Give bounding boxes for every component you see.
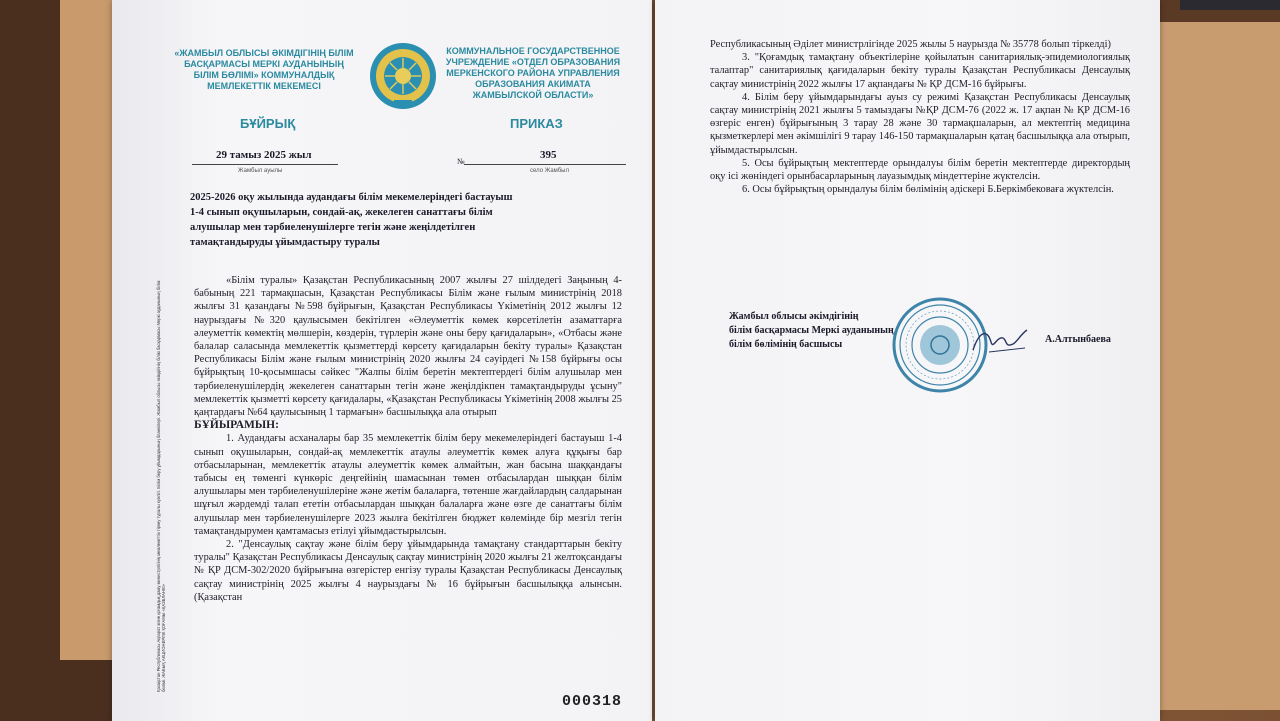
handwritten-signature-icon (969, 322, 1029, 358)
header-kazakh: «ЖАМБЫЛ ОБЛЫСЫ ӘКІМДІГІНІҢ БІЛІМ БАСҚАРМАСЫ МЕРКІ АУДАНЫНЫҢ БІЛІМ БӨЛІМІ» КОММУНАЛДЫҚ МЕМЛЕКЕТТІК МЕКЕМЕСІ (174, 48, 354, 91)
order-date: 29 тамыз 2025 жыл (216, 149, 312, 161)
signature-title-line-3: білім бөлімінің басшысы (729, 339, 843, 350)
order-item-1: 1. Аудандағы асханалары бар 35 мемлекеттік білім беру мекемелеріндегі бастауыш 1-4 сынып оқушыларын, сондай-ақ мемлекеттік атаулы әлеуметтік көмек алуға құқығы бар отбасыларынан, мемлекеттік атаулы әлеуметтік көмек алмайтын, жан басына шаққандағы табысы ең төменгі күнкөріс деңгейінің шамасынан төмен отбасылардан шыққан білім алушылары мен тәрбиеленушілеріне және жетім балаларға, төтенше жағдайлардың салдарынан шұғыл жәрдемді талап ететін отбасылардан шыққан балаларға және өзге де санаттағы білім алушылар мен тәрбиеленушілерге 2023 жылға бекітілген бюджет көлемінде бір мезгіл тегін тамақтандырумен қамтамасыз етілуі ұйымдастырылсын. (194, 433, 622, 537)
form-serial-number: 000318 (562, 693, 623, 710)
order-item-4: 4. Білім беру ұйымдарындағы ауыз су режимі Қазақстан Республикасы Денсаулық сақтау министрінің 2021 жылғы 5 тамыздағы №ҚР ДСМ-76 (2022 ж. 17 ақпан № ҚР ДСМ-16 өзгеріс енген) бұйрығының 3 тарау 28 және 30 тармақшаларын, ал мектептің медицина қызметкерлері мен әкімшілігі 9 тарау 146-150 тармақшаларын қатаң басшылыққа ала отырып, ұйымдастырылсын. (710, 91, 1130, 156)
document-page-left (112, 0, 652, 721)
order-word: БҰЙЫРАМЫН: (194, 419, 279, 432)
place-russian: село Жамбыл (530, 168, 569, 174)
signature-title-line-1: Жамбыл облысы әкімдігінің (729, 311, 859, 322)
side-print-text: Қазақстан Республикасы Ақпарат және қоғамдық даму министрлігінің мемлекеттік тіркеу туралы куәлігі. Білім беру ұйымдарының бланкілері. Жамбыл облысы әкімдігінің білім басқармасы Меркі ауданының білім бөлімі. ЖАБЫҚ АКЦИОНЕРЛІК ҚОҒАМЫ «ҚАЗБЛАНКІ» (156, 280, 166, 692)
order-item-2: 2. "Денсаулық сақтау және білім беру ұйымдарында тамақтану стандарттарын бекіту туралы" Қазақстан Республикасы Денсаулық сақтау министрінің 2020 жылғы 21 желтоқсандағы № ҚР ДСМ-302/2020 бұйрығына өзгерістер енгізу туралы Қазақстан Республикасы Денсаулық сақтау министрінің 2025 жылғы 4 наурыздағы № 16 бұйрығын басшылыққа алынсын. (Қазақстан (194, 539, 622, 603)
state-emblem-icon (368, 40, 438, 112)
preamble-paragraph: «Білім туралы» Қазақстан Республикасының 2007 жылғы 27 шілдедегі Заңының 4-бабының 221 тармақшасын, Қазақстан Республикасы Білім және ғылым министрінің 2018 жылғы 31 қазандағы №598 бұйрығын, Қазақстан Республикасы Үкіметінің 2012 жылғы 12 наурыздағы №320 қаулысымен бекітілген «Әлеуметтік көмек көрсетілетін азаматтарға әлеуметтік көмектің мөлшерін, көздерін, түрлерін және оны беру қағидаларын», «Отбасы және балалар саласында мемлекеттік қызметтерді көрсету қағидаларын бекіту туралы» Қазақстан Республикасы Білім және ғылым министрінің 2020 жылғы 24 сәуірдегі №158 бұйрығы осы бұйрықтың 10-қосымшасы сәйкес "Жалпы білім беретін мектептердегі білім алушылар мен тәрбиеленушілердің жекелеген санаттарын тегін және жеңілдікпен тамақтандыруды ұсыну" мемлекеттік қызметті көрсету қағидалары, «Қазақстан Республикасы Үкіметінің 2008 жылғы 25 қаңтардағы №64 қаулысының 1 тармағын» басшылыққа ала отырып (194, 275, 622, 419)
order-item-3: 3. "Қоғамдық тамақтану объектілеріне қойылатын санитариялық-эпидемиологиялық талаптар" санитариялық қағидаларын бекіту туралы Қазақстан Республикасы Денсаулық сақтау министрінің 2022 жылғы 17 ақпандағы № ҚР ДСМ-16 бұйрығы. (710, 52, 1130, 90)
order-title-russian: ПРИКАЗ (510, 116, 563, 131)
number-underline (464, 164, 626, 165)
place-kazakh: Жамбыл ауылы (238, 168, 283, 174)
order-item-5: 5. Осы бұйрықтың мектептерде орындалуы білім беретін мектептерде директордың оқу ісі жөніндегі орынбасарларының лауазымдық міндеттеріне жүктелсін. (710, 157, 1130, 183)
number-label: № (457, 157, 465, 166)
date-underline (192, 164, 338, 165)
document-page-right (655, 0, 1160, 721)
document-body-left (194, 274, 622, 604)
document-title: 2025-2026 оқу жылында аудандағы білім мекемелеріндегі бастауыш 1-4 сынып оқушыларын, сондай-ақ, жекелеген санаттағы білім алушылар мен тәрбиеленушілерге тегін және жеңілдетілген тамақтандыруды ұйымдастыру туралы (190, 192, 513, 248)
order-item-6: 6. Осы бұйрықтың орындалуы білім бөлімінің әдіскері Б.Беркімбековаға жүктелсін. (742, 184, 1114, 196)
order-title-kazakh: БҰЙРЫҚ (240, 116, 296, 131)
signature-title-line-2: білім басқармасы Меркі ауданының (729, 325, 894, 336)
signatory-name: А.Алтынбаева (1045, 334, 1111, 345)
continuation-text: Республикасының Әділет министрлігінде 2025 жылы 5 наурызда № 35778 болып тіркелді) (710, 39, 1111, 50)
document-body-right (710, 38, 1130, 196)
order-number: 395 (540, 149, 557, 161)
header-russian: КОММУНАЛЬНОЕ ГОСУДАРСТВЕННОЕ УЧРЕЖДЕНИЕ «ОТДЕЛ ОБРАЗОВАНИЯ МЕРКЕНСКОГО РАЙОНА УПРАВЛЕНИЯ ОБРАЗОВАНИЯ АКИМАТА ЖАМБЫЛСКОЙ ОБЛАСТИ» (445, 46, 621, 100)
